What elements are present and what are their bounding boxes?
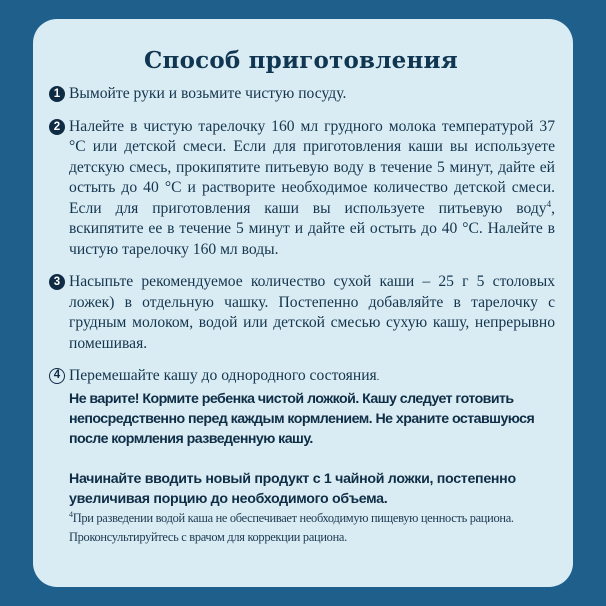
step-3-text: Насыпьте рекомендуемое количество сухой каши – 25 г 5 столовых ложек) в отдельную чашку. Постепенно добавляйте в тарелочку с грудным молоком, водой или детской смесью сухую кашу, непрерывно помешивая. (69, 273, 555, 352)
step-1-text: Вымойте руки и возьмите чистую посуду. (69, 85, 347, 102)
step-3 (47, 272, 555, 354)
step-number-3-icon: 3 (49, 274, 65, 290)
page-title: Способ приготовления (144, 47, 458, 74)
footnote-mark: 4 (69, 509, 73, 519)
start-note: Начинайте вводить новый продукт с 1 чайной ложки, постепенно увеличивая порцию до необходимого объема. (69, 470, 516, 507)
step-2 (47, 117, 555, 261)
footnote (69, 509, 555, 547)
step-2-text-a: Налейте в чистую тарелочку 160 мл грудного молока температурой 37 °С или детской смеси. Если для приготовления каши вы используете детскую смесь, прокипятите питьевую воду в течение 5 минут, дайте ей остыть до 40 °С и растворите необходимое количество детской смеси. Если для приготовления каши вы используете питьевую воду (69, 117, 555, 217)
warning-text: Не варите! Кормите ребенка чистой ложкой. Кашу следует готовить непосредственно перед каждым кормлением. Не храните оставшуюся после кормления разведенную кашу. (69, 390, 535, 447)
footnote-text: При разведении водой каша не обеспечивает необходимую пищевую ценность рациона. Проконсультируйтесь с врачом для коррекции рациона. (69, 510, 514, 544)
step-number-2-icon: 2 (49, 119, 65, 135)
step-4-dot: . (376, 372, 380, 383)
step-4 (47, 366, 555, 389)
step-2-text-b: , вскипятите ее в течение 5 минут и дайте ей остыть до 40 °С. Налейте в чистую тарелочку 160 мл воды. (69, 199, 555, 258)
footnote-ref: 4 (546, 198, 552, 209)
instructions-card (33, 19, 573, 587)
step-4-text: Перемешайте кашу до однородного состояния (69, 367, 377, 384)
step-1 (47, 84, 555, 105)
step-number-4-icon: 4 (49, 368, 65, 384)
step-number-1-icon: 1 (49, 86, 65, 102)
